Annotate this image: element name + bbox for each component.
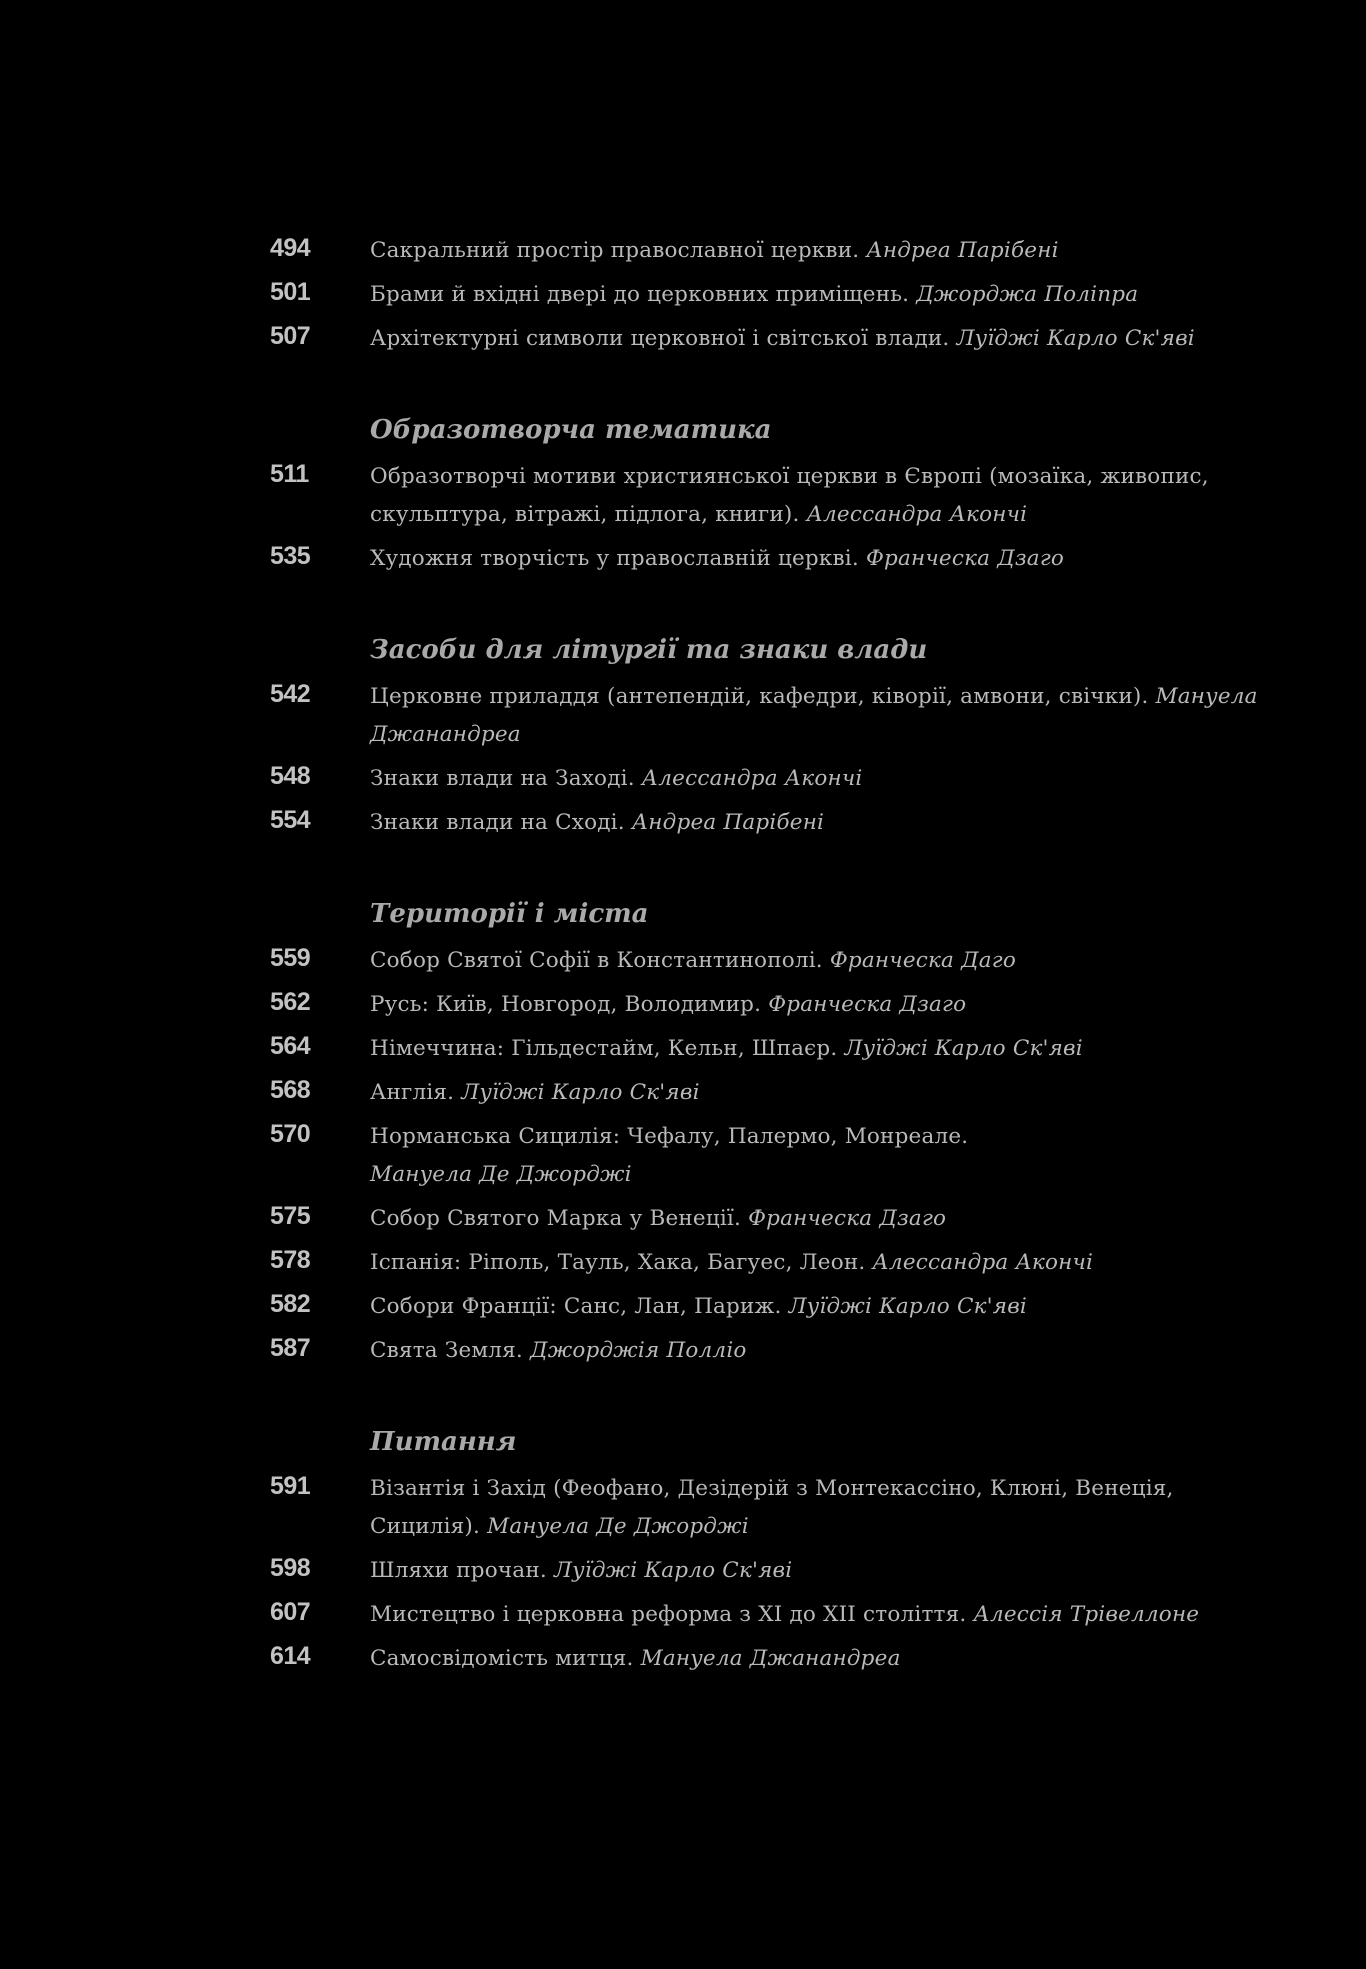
entry-author: Алессандра Акончі	[641, 766, 863, 791]
toc-entry: 535 Художня творчість у православній церкві. Франческа Дзаго	[0, 540, 1366, 578]
entry-author: Франческа Дзаго	[865, 546, 1065, 571]
entry-author: Мануела Джанандреа	[370, 684, 1258, 747]
entry-author: Джорджія Полліо	[530, 1338, 747, 1363]
entry-author: Мануела Джанандреа	[640, 1646, 901, 1671]
section-heading: Образотворча тематика	[370, 415, 772, 445]
entry-text	[370, 804, 1280, 842]
entry-title: Шляхи прочан.	[370, 1558, 547, 1583]
entry-author: Франческа Дзаго	[748, 1206, 947, 1231]
entry-title: Візантія і Захід (Феофано, Дезідерій з Монтекассіно, Клюні, Венеція, Сицилія).	[370, 1476, 1174, 1539]
entry-author: Алессандра Акончі	[872, 1250, 1094, 1275]
section-heading: Питання	[370, 1427, 517, 1457]
entry-title: Свята Земля.	[370, 1338, 523, 1363]
toc-group	[0, 630, 1366, 842]
entry-text	[370, 276, 1280, 314]
entry-text	[370, 1288, 1280, 1326]
toc-entry: 591 Візантія і Захід (Феофано, Дезідерій з Монтекассіно, Клюні, Венеція, Сицилія). Мануела Де Джорджі	[0, 1470, 1366, 1546]
entry-text	[370, 1332, 1280, 1370]
entry-title: Мистецтво і церковна реформа з XI до XII століття.	[370, 1602, 967, 1627]
entry-author: Франческа Дзаго	[768, 992, 967, 1017]
entry-text	[370, 1470, 1280, 1546]
toc-entry: 562 Русь: Київ, Новгород, Володимир. Франческа Дзаго	[0, 986, 1366, 1024]
entry-text	[370, 760, 1280, 798]
entry-text	[370, 458, 1280, 534]
entry-text	[370, 986, 1280, 1024]
toc-entry: 548 Знаки влади на Заході. Алессандра Акончі	[0, 760, 1366, 798]
entry-title: Брами й вхідні двері до церковних приміщень.	[370, 282, 910, 307]
toc-entry: 568 Англія. Луїджі Карло Ск'яві	[0, 1074, 1366, 1112]
entry-author: Мануела Де Джорджі	[370, 1162, 632, 1187]
entry-title: Самосвідомість митця.	[370, 1646, 634, 1671]
entry-author: Алессандра Акончі	[806, 502, 1028, 527]
toc-entry: 582 Собори Франції: Санс, Лан, Париж. Луїджі Карло Ск'яві	[0, 1288, 1366, 1326]
toc-group	[0, 410, 1366, 578]
entry-text	[370, 1118, 1060, 1194]
section-heading: Засоби для літургії та знаки влади	[370, 635, 928, 665]
toc-entry: 587 Свята Земля. Джорджія Полліо	[0, 1332, 1366, 1370]
entry-title: Русь: Київ, Новгород, Володимир.	[370, 992, 762, 1017]
toc-entry: 501 Брами й вхідні двері до церковних приміщень. Джорджа Поліпра	[0, 276, 1366, 314]
toc-entry: 578 Іспанія: Ріполь, Тауль, Хака, Багуес, Леон. Алессандра Акончі	[0, 1244, 1366, 1282]
entry-text	[370, 1640, 1280, 1678]
entry-author: Андреа Парібені	[631, 810, 825, 835]
entry-author: Алессія Трівеллоне	[973, 1602, 1200, 1627]
toc-entry: 507 Архітектурні символи церковної і світської влади. Луїджі Карло Ск'яві	[0, 320, 1366, 358]
entry-author: Луїджі Карло Ск'яві	[844, 1036, 1083, 1061]
entry-author: Луїджі Карло Ск'яві	[956, 326, 1195, 351]
entry-title: Собор Святого Марка у Венеції.	[370, 1206, 742, 1231]
entry-text	[370, 540, 1280, 578]
entry-title: Архітектурні символи церковної і світської влади.	[370, 326, 950, 351]
toc-entry: 564 Німеччина: Гільдестайм, Кельн, Шпаєр. Луїджі Карло Ск'яві	[0, 1030, 1366, 1068]
entry-author: Андреа Парібені	[866, 238, 1059, 263]
toc-entry: 559 Собор Святої Софії в Константинополі. Франческа Даго	[0, 942, 1366, 980]
entry-text	[370, 1596, 1280, 1634]
entry-title: Собори Франції: Санс, Лан, Париж.	[370, 1294, 782, 1319]
entry-title: Норманська Сицилія: Чефалу, Палермо, Монреале.	[370, 1124, 969, 1149]
toc-entry: 614 Самосвідомість митця. Мануела Джанандреа	[0, 1640, 1366, 1678]
section-heading: Території і міста	[370, 899, 649, 929]
entry-text	[370, 678, 1280, 754]
entry-author: Джорджа Поліпра	[916, 282, 1139, 307]
entry-author: Франческа Даго	[829, 948, 1017, 973]
toc-entry: 511 Образотворчі мотиви християнської церкви в Європі (мозаїка, живопис, скульптура, вітражі, підлога, книги). Алессандра Акончі	[0, 458, 1366, 534]
entry-title: Образотворчі мотиви християнської церкви в Європі (мозаїка, живопис, скульптура, вітражі, підлога, книги).	[370, 464, 1209, 527]
toc-entry: 554 Знаки влади на Сході. Андреа Парібені	[0, 804, 1366, 842]
entry-title: Німеччина: Гільдестайм, Кельн, Шпаєр.	[370, 1036, 838, 1061]
toc-entry: 575 Собор Святого Марка у Венеції. Франческа Дзаго	[0, 1200, 1366, 1238]
entry-text	[370, 1244, 1280, 1282]
entry-text	[370, 1074, 1280, 1112]
entry-title: Художня творчість у православній церкві.	[370, 546, 859, 571]
entry-title: Церковне приладдя (антепендій, кафедри, ківорії, амвони, свічки).	[370, 684, 1149, 709]
toc-entry: 494 Сакральний простір православної церкви. Андреа Парібені	[0, 232, 1366, 270]
toc-group	[0, 232, 1366, 358]
toc-group	[0, 1422, 1366, 1678]
entry-text	[370, 1552, 1280, 1590]
toc-group	[0, 894, 1366, 1370]
entry-title: Англія.	[370, 1080, 455, 1105]
entry-text	[370, 1030, 1280, 1068]
entry-title: Сакральний простір православної церкви.	[370, 238, 860, 263]
entry-text	[370, 942, 1280, 980]
entry-text	[370, 320, 1280, 358]
entry-text	[370, 232, 1280, 270]
toc-entry: 598 Шляхи прочан. Луїджі Карло Ск'яві	[0, 1552, 1366, 1590]
entry-author: Мануела Де Джорджі	[487, 1514, 749, 1539]
entry-author: Луїджі Карло Ск'яві	[461, 1080, 700, 1105]
toc-entry: 570 Норманська Сицилія: Чефалу, Палермо, Монреале. Мануела Де Джорджі	[0, 1118, 1366, 1194]
toc-entry: 542 Церковне приладдя (антепендій, кафедри, ківорії, амвони, свічки). Мануела Джанандреа	[0, 678, 1366, 754]
entry-title: Знаки влади на Заході.	[370, 766, 635, 791]
entry-text	[370, 1200, 1280, 1238]
toc-entry: 607 Мистецтво і церковна реформа з XI до XII століття. Алессія Трівеллоне	[0, 1596, 1366, 1634]
entry-title: Іспанія: Ріполь, Тауль, Хака, Багуес, Леон.	[370, 1250, 866, 1275]
entry-title: Собор Святої Софії в Константинополі.	[370, 948, 823, 973]
entry-title: Знаки влади на Сході.	[370, 810, 625, 835]
table-of-contents	[0, 232, 1366, 1678]
entry-author: Луїджі Карло Ск'яві	[553, 1558, 793, 1583]
entry-author: Луїджі Карло Ск'яві	[788, 1294, 1027, 1319]
